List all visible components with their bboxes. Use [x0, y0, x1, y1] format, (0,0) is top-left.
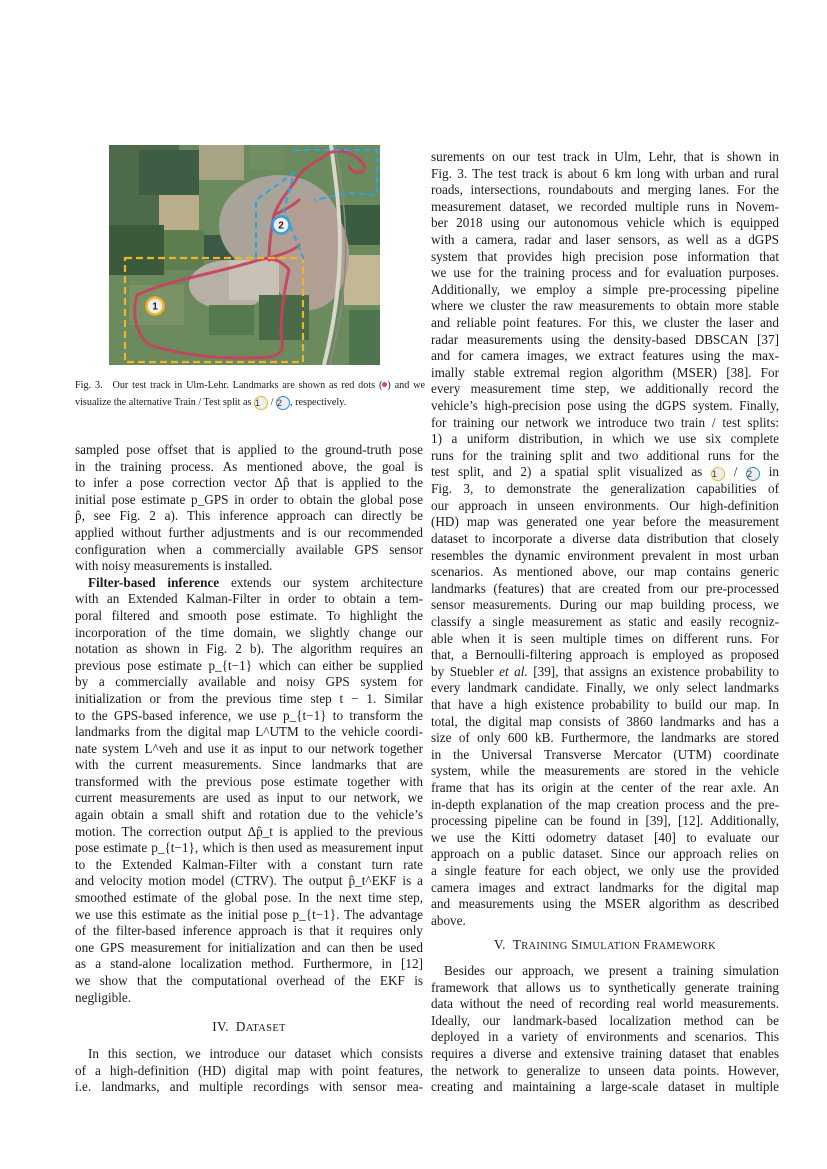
text-line: sensor measurements. During our map building process, we — [431, 597, 779, 613]
text-line: in-depth explanation of the map creation process and the pre- — [431, 796, 779, 812]
text-line: Additionally, we employ a simple pre-processing pipeline — [431, 281, 779, 297]
text-line: of the filter-based inference approach is that it requires only — [75, 923, 423, 939]
caption-text: , respectively. — [289, 396, 347, 408]
section-title-rest: ATASET — [245, 1023, 286, 1034]
text-line: above. — [431, 912, 466, 928]
text-line: incorporation of the time domain, we slightly change our — [75, 624, 423, 640]
text-span: / — [733, 464, 738, 480]
text-line: landmarks (features) that are created from our pre-processed — [431, 580, 779, 596]
text-line: and measurements using the MSER algorithm as described — [431, 896, 779, 912]
text-span: in — [768, 464, 779, 480]
section-heading-training-simulation — [431, 937, 779, 955]
paragraph-inference — [75, 442, 423, 575]
section-number: IV. — [212, 1019, 229, 1034]
text-line: with noisy measurements is installed. — [75, 558, 273, 574]
text-line: we use the Kitti odometry dataset [40] to evaluate our — [431, 829, 779, 845]
text-line: in the Universal Transverse Mercator (UTM) coordinate — [431, 746, 779, 762]
text-line: current measurements are used as input to our network, we — [75, 790, 423, 806]
text-line: poral filtered and smooth pose estimate. To highlight the — [75, 607, 423, 623]
circled-one-icon: 1 — [711, 467, 725, 481]
text-line: configuration when a commercially available GPS sensor — [75, 541, 423, 557]
text-line: size of only 600 kB. Furthermore, the landmarks are stored — [431, 730, 779, 746]
text-line: with an Extended Kalman-Filter in order to obtain a tem- — [75, 591, 423, 607]
text-line: and for camera images, we extract features using the max- — [431, 348, 779, 364]
caption-text: Our test track in Ulm-Lehr. Landmarks are shown as red dots ( — [112, 380, 383, 391]
text-line: measurement dataset, we recorded multiple runs in Novem- — [431, 198, 779, 214]
text-line: pose estimate p_{t−1}, which is then used as measurement input — [75, 840, 423, 856]
text-line: i.e. landmarks, and multiple recordings with sensor mea- — [75, 1079, 423, 1095]
paragraph-training-simulation — [431, 963, 779, 1096]
section-title-rest: RAINING — [521, 941, 568, 952]
text-line: scenarios. As mentioned above, our map contains generic — [431, 564, 779, 580]
text-line: deployed in a variety of environments and scenarios. This — [431, 1029, 779, 1045]
text-line: able when it is seen multiple times on different runs. For — [431, 630, 779, 646]
text-line: resembles the dynamic environment prevalent in most urban — [431, 547, 779, 563]
text-span: test split, and 2) a spatial split visualized as — [431, 464, 703, 480]
text-line: transformed with the previous pose estimate together with — [75, 773, 423, 789]
text-line: notation as shown in Fig. 2 b). The algorithm requires an — [75, 641, 423, 657]
caption-text: and we visualize the alternative Train / Test split as — [75, 380, 426, 408]
text-line: applied without further adjustments and is our recommended — [75, 524, 423, 540]
right-column-training-intro — [431, 963, 779, 1096]
figure-3-aerial-map — [109, 145, 380, 365]
text-line: to the GPS-based inference, we use p_{t−1} to transform the — [75, 707, 423, 723]
text-line: in the training process. As mentioned above, the goal is — [75, 458, 423, 474]
text-line: system that provides high precision pose information that — [431, 248, 779, 264]
text-line: of a high-definition (HD) digital map with point features, — [75, 1062, 423, 1078]
text-line: system, while the measurements are stored in the vehicle — [431, 763, 779, 779]
circled-two-icon: 2 — [746, 467, 760, 481]
text-line: surements on our test track in Ulm, Lehr, that is shown in — [431, 149, 779, 164]
aerial-map-image — [109, 145, 380, 365]
left-column-dataset-intro — [75, 1046, 423, 1096]
section-title-rest: IMULATION — [578, 941, 640, 952]
text-line: approach on a public dataset. Since our approach relies on — [431, 846, 779, 862]
text-line: initialization or from the previous time step t − 1. Similar — [75, 690, 423, 706]
split-marker-1 — [147, 298, 164, 315]
text-line: landmarks from the digital map L^UTM to the vehicle coordi- — [75, 724, 423, 740]
text-line: a single feature for each object, we only use the provided — [431, 862, 779, 878]
text-line: that have a high existence probability to build our map. In — [431, 697, 779, 712]
text-line-citation — [431, 664, 779, 681]
text-line: as a stand-alone localization method. Furthermore, in [12] — [75, 956, 423, 972]
caption-text: ) — [387, 380, 391, 391]
text-line: motion. The correction output Δp̂_t is applied to the previous — [75, 823, 423, 839]
text-span: [39], that assigns an existence probability to — [527, 663, 779, 679]
text-line: by a commercially available and noisy GPS system for — [75, 674, 423, 690]
text-line: initial pose estimate p_GPS in order to obtain the global pose — [75, 491, 423, 507]
section-title-initial: F — [643, 937, 652, 952]
text-line: total, the digital map consists of 3860 landmarks and has a — [431, 713, 779, 729]
text-line: and velocity motion model (CTRV). The output p̂_t^EKF is a — [75, 873, 423, 889]
text-line: roads, intersections, roundabouts and merging lanes. For the — [431, 182, 779, 198]
split-marker-2 — [273, 217, 290, 234]
text-line: frame that has its origin at the center of the rear axle. An — [431, 779, 779, 795]
section-heading-dataset — [75, 1019, 423, 1037]
text-line: we show that the computational overhead of the EKF is — [75, 973, 423, 988]
text-line: to the Extended Kalman-Filter with a constant turn rate — [75, 856, 423, 872]
text-line — [75, 575, 423, 592]
paragraph-dataset-intro — [75, 1046, 423, 1096]
text-line: with the current measurements. Since landmarks that are — [75, 757, 423, 773]
left-column-body — [75, 442, 423, 1006]
figure-caption — [75, 378, 425, 411]
text-line: camera images and extract landmarks for the digital map — [431, 879, 779, 895]
text-line: we use for the training process and for evaluation purposes. — [431, 265, 779, 281]
text-line: and reliable point features. For this, we cluster the laser and — [431, 314, 779, 330]
text-line: where we cluster the raw measurements to obtain more stable — [431, 298, 779, 314]
text-line: classify a single measurement as static and easily recogniz- — [431, 614, 779, 630]
text-line: imally stable extremal region algorithm (MSER) [38]. For — [431, 364, 779, 380]
section-title-initial: T — [512, 937, 522, 952]
text-line: framework that allows us to synthetically generate training — [431, 979, 779, 995]
text-line: p̂, see Fig. 2 a). This inference approach can directly be — [75, 508, 423, 524]
text-line: runs for the training split and two additional runs for the — [431, 447, 779, 463]
text-line: that, a Bernoulli-filtering approach is employed as proposed — [431, 647, 779, 663]
text-line: dataset to incorporate a diverse data distribution that closely — [431, 531, 779, 547]
paragraph-filter-based — [75, 575, 423, 1006]
circled-two-icon: 2 — [276, 396, 290, 410]
text-span: extends our system architecture — [219, 574, 423, 590]
text-line: processing pipeline can be found in [39], [12]. Additionally, — [431, 813, 779, 829]
text-line: Fig. 3. The test track is about 6 km long with urban and rural — [431, 165, 779, 181]
text-line: the network to generalize to unseen data points. However, — [431, 1062, 779, 1078]
text-line: our approach in unseen environments. Our high-definition — [431, 497, 779, 513]
text-span: by Stuebler — [431, 663, 500, 679]
caption-separator: / — [270, 396, 274, 408]
text-line: In this section, we introduce our dataset which consists — [88, 1046, 423, 1061]
text-line: (HD) map was generated one year before the measurement — [431, 514, 779, 530]
text-line: every landmark candidate. Finally, we only select landmarks — [431, 680, 779, 696]
text-line: for training our network we introduce two train / test splits: — [431, 414, 779, 430]
text-line: to infer a pose correction vector Δp̂ that is applied to the — [75, 475, 423, 491]
text-line: with a camera, radar and laser sensors, as well as a dGPS — [431, 231, 779, 247]
svg-text:1: 1 — [152, 301, 158, 313]
text-line: 1) a uniform distribution, in which we use six complete — [431, 431, 779, 447]
text-line: Besides our approach, we present a training simulation — [444, 963, 779, 978]
text-line: every measurement time step, we additionally record the — [431, 381, 779, 397]
text-line: Fig. 3, to demonstrate the generalization capabilities of — [431, 481, 779, 497]
section-title-rest: RAMEWORK — [651, 941, 717, 952]
figure-label: Fig. 3. — [75, 380, 103, 391]
text-line: data without the need of recording real world measurements. — [431, 996, 779, 1012]
text-line: nate system L^veh and use it as input to our network together — [75, 740, 423, 756]
circled-one-icon: 1 — [254, 396, 268, 410]
text-line: ber 2018 using our autonomous vehicle which is equipped — [431, 215, 779, 231]
text-line: radar measurements using the density-based DBSCAN [37] — [431, 331, 779, 347]
text-line: we use this estimate as the initial pose p_{t−1}. The advantage — [75, 906, 423, 922]
bold-term: Filter-based inference — [88, 574, 220, 590]
paragraph-dataset-description — [431, 149, 779, 929]
text-line: previous pose estimate p_{t−1} which can either be supplied — [75, 657, 423, 673]
text-line: negligible. — [75, 989, 132, 1005]
svg-text:2: 2 — [278, 220, 284, 232]
section-number: V. — [493, 937, 506, 952]
text-line: requires a diverse and extensive training dataset that enables — [431, 1045, 779, 1061]
section-title-initial: S — [571, 937, 579, 952]
text-line: creating and maintaining a large-scale dataset in multiple — [431, 1079, 779, 1095]
section-title-initial: D — [235, 1019, 246, 1034]
text-line-split-markers — [431, 464, 779, 481]
text-line: Ideally, our landmark-based localization method can be — [431, 1012, 779, 1028]
text-line: sampled pose offset that is applied to the ground-truth pose — [75, 442, 423, 457]
text-line: again obtain a small shift and rotation due to the vehicle’s — [75, 807, 423, 823]
text-line: vehicle’s high-precision pose using the dGPS system. Finally, — [431, 397, 779, 413]
text-line: smoothed estimate of the global pose. In the next time step, — [75, 890, 423, 906]
et-al-italic: et al. — [499, 663, 528, 679]
right-column-body — [431, 149, 779, 929]
text-line: one GPS measurement for initialization and can then be used — [75, 939, 423, 955]
